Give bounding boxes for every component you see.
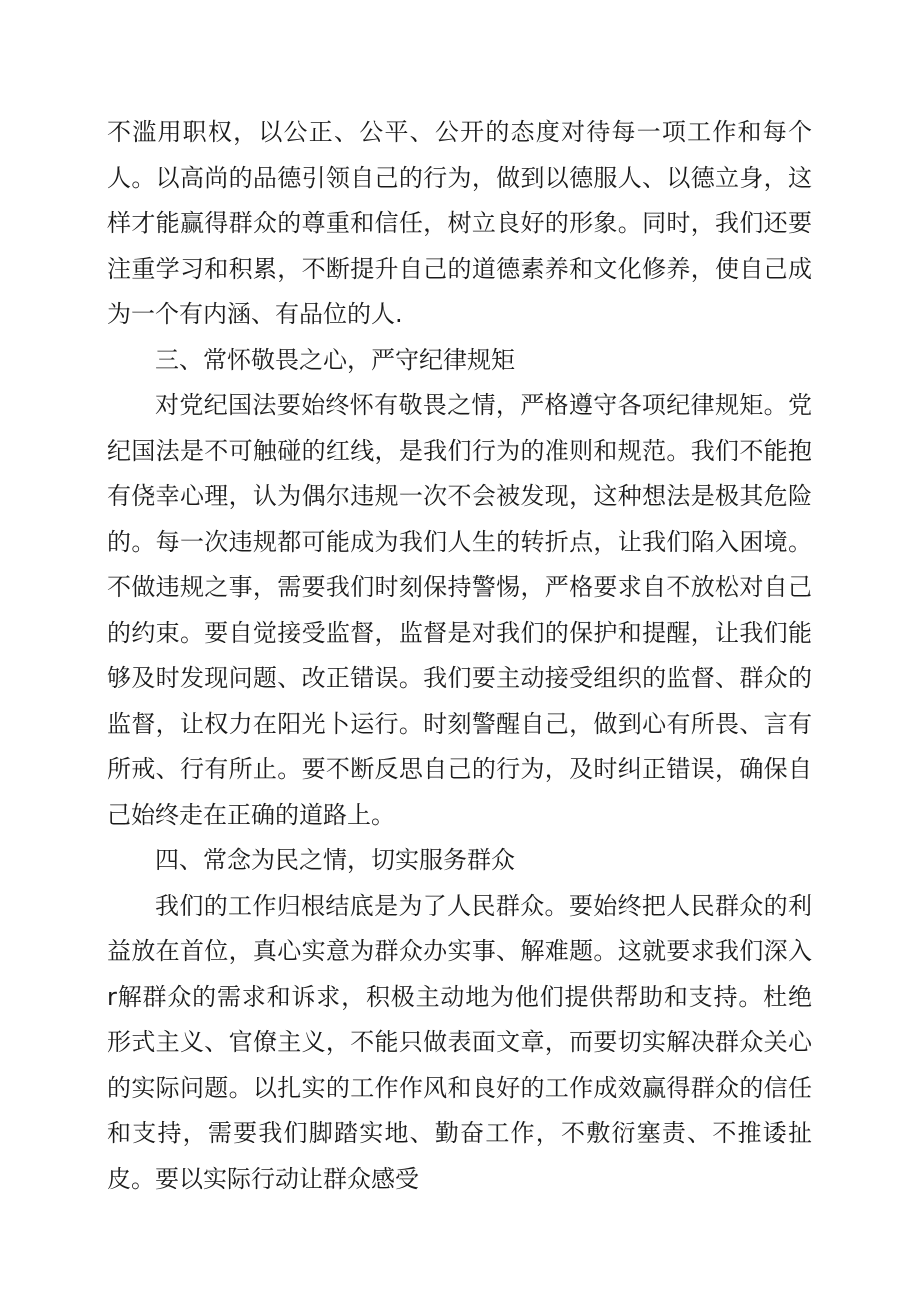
paragraph-serve-people: 我们的工作归根结底是为了人民群众。要始终把人民群众的利益放在首位，真心实意为群众办实事、解难题。这就要求我们深入r解群众的需求和诉求，积极主动地为他们提供帮助和支持。杜绝形式主义、官僚主义，不能只做表面文章，而要切实解决群众关心的实际问题。以扎实的工作作风和良好的工作成效赢得群众的信任和支持，需要我们脚踏实地、勤奋工作，不敷衍塞责、不推诿扯皮。要以实际行动让群众感受 xyxy=(107,891,812,1193)
section-heading-three: 三、常怀敬畏之心，严守纪律规矩 xyxy=(155,345,515,374)
paragraph-discipline: 对党纪国法要始终怀有敬畏之情，严格遵守各项纪律规矩。党纪国法是不可触碰的红线，是我们行为的准则和规范。我们不能抱有侥幸心理，认为偶尔违规一次不会被发现，这种想法是极其危险的。每一次违规都可能成为我们人生的转折点，让我们陷入困境。不做违规之事，需要我们时刻保持警惕，严格要求自不放松对自己的约束。要自觉接受监督，监督是对我们的保护和提醒，让我们能够及时发现问题、改正错误。我们要主动接受组织的监督、群众的监督，让权力在阳光卜运行。时刻警醒自己，做到心有所畏、言有所戒、行有所止。要不断反思自己的行为，及时纠正错误，确保自己始终走在正确的道路上。 xyxy=(107,391,812,829)
paragraph-continuation: 不滥用职权，以公正、公平、公开的态度对待每一项工作和每个人。以高尚的品德引领自己的行为，做到以德服人、以德立身，这样才能赢得群众的尊重和信任，树立良好的形象。同时，我们还要注重学习和积累，不断提升自己的道德素养和文化修养，使自己成为一个有内涵、有品位的人. xyxy=(107,118,812,328)
section-heading-four: 四、常念为民之情，切实服务群众 xyxy=(155,846,515,874)
document-body xyxy=(107,110,812,1202)
